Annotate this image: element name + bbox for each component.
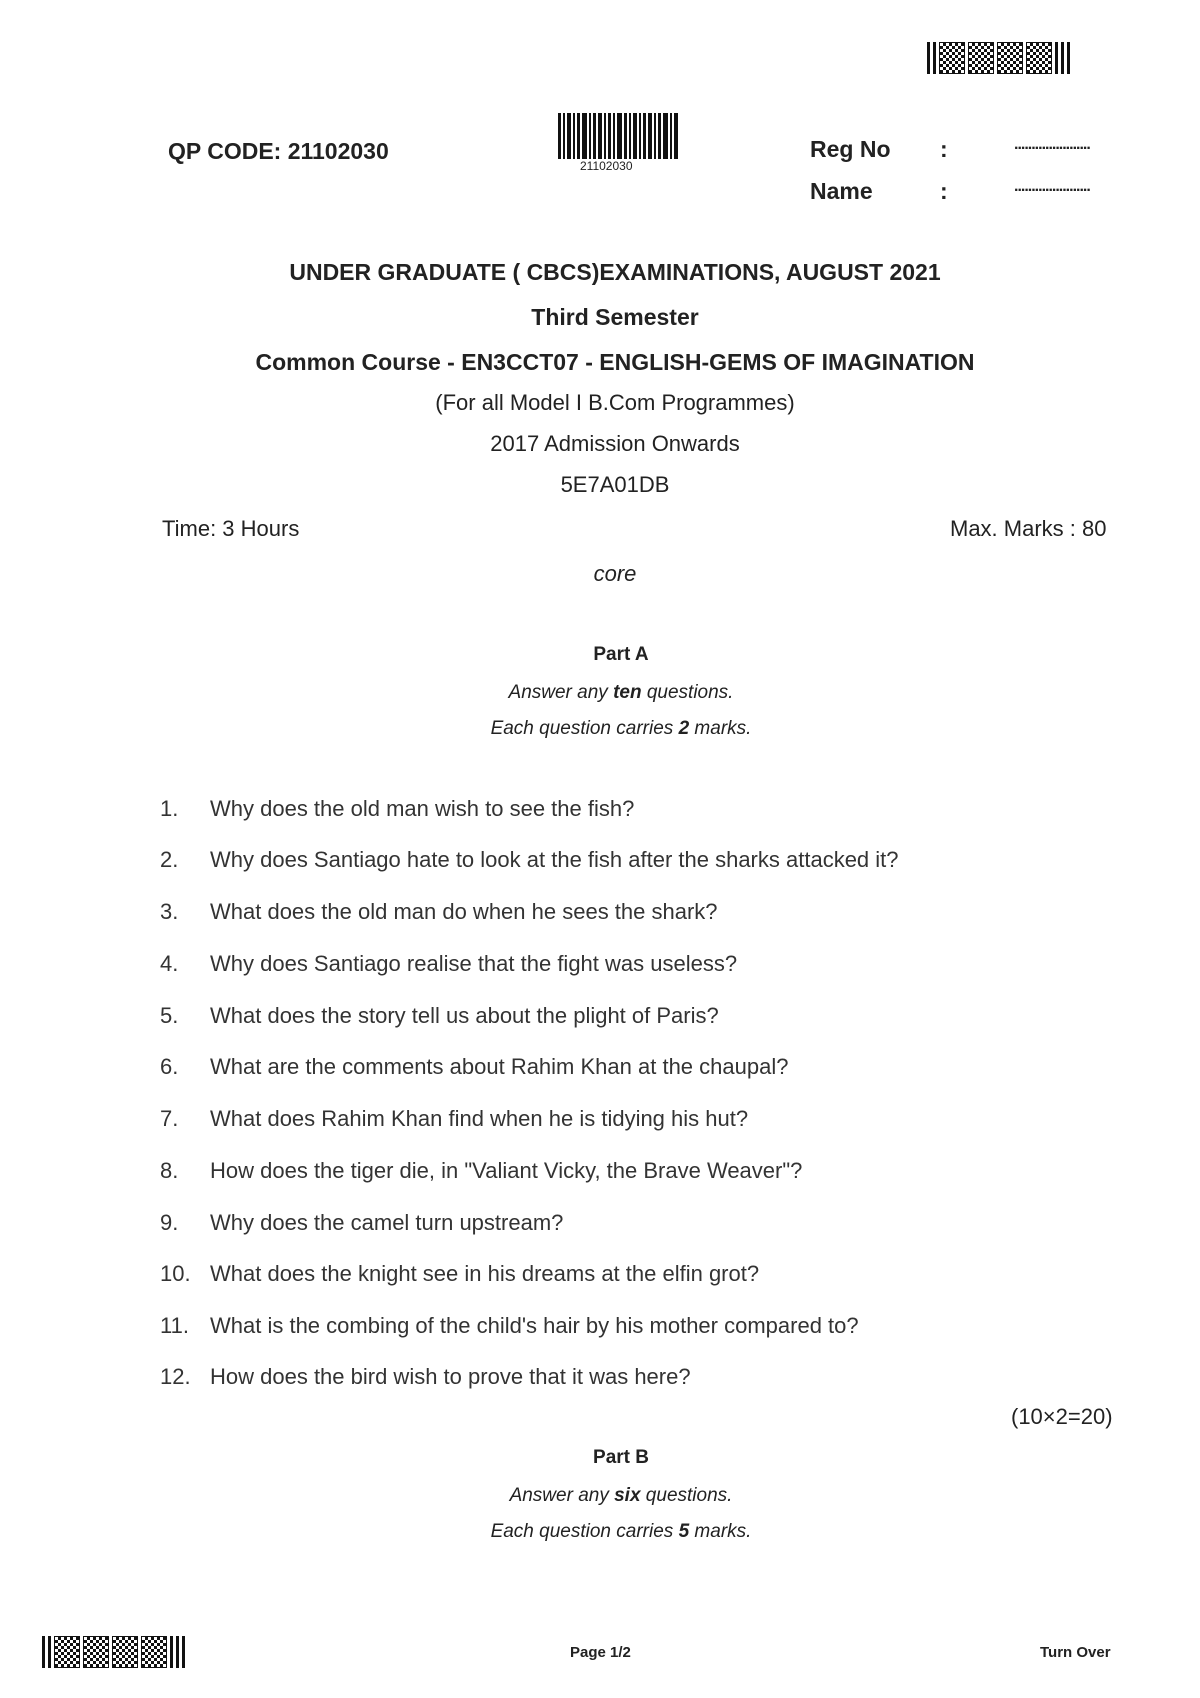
paper-code: 5E7A01DB <box>560 472 670 497</box>
question-text: What are the comments about Rahim Khan at the chaupal? <box>210 1054 789 1079</box>
name-field: ...................... <box>1014 178 1090 195</box>
question-number: 12. <box>160 1364 191 1389</box>
barcode-text: 21102030 <box>580 159 633 173</box>
part-a-marks-total: (10×2=20) <box>1011 1404 1113 1429</box>
part-b-instruction-2 <box>6 1521 1200 1543</box>
question-number: 9. <box>160 1210 179 1235</box>
part-a-instruction-2 <box>6 718 1200 740</box>
question-row <box>160 1261 759 1287</box>
question-text: What is the combing of the child's hair by his mother compared to? <box>210 1313 859 1338</box>
semester: Third Semester <box>531 304 699 330</box>
question-text: How does the tiger die, in "Valiant Vicky, the Brave Weaver"? <box>210 1158 803 1183</box>
part-b-instr1-post: questions. <box>640 1485 733 1506</box>
question-number: 3. <box>160 899 179 924</box>
part-a-instr2-bold: 2 <box>678 718 690 739</box>
qp-code: QP CODE: 21102030 <box>168 138 389 164</box>
admission: 2017 Admission Onwards <box>490 431 740 456</box>
part-b-instr1-bold: six <box>614 1485 641 1506</box>
question-row <box>160 1158 802 1184</box>
part-a-instr1-bold: ten <box>613 682 642 703</box>
question-number: 8. <box>160 1158 179 1183</box>
part-b-instr1-pre: Answer any <box>509 1485 615 1506</box>
turn-over: Turn Over <box>1040 1644 1111 1661</box>
part-b-instr2-post: marks. <box>689 1521 752 1542</box>
name-colon: : <box>940 178 948 204</box>
page-number: Page 1/2 <box>570 1644 631 1661</box>
top-right-code-strip <box>927 42 1073 74</box>
question-number: 4. <box>160 951 179 976</box>
question-text: What does the knight see in his dreams at the elfin grot? <box>210 1261 760 1286</box>
question-number: 5. <box>160 1003 179 1028</box>
qp-barcode <box>558 113 680 159</box>
part-a-instr1-pre: Answer any <box>508 682 614 703</box>
part-b-title: Part B <box>593 1447 649 1468</box>
question-row <box>160 951 737 977</box>
question-number: 10. <box>160 1261 191 1286</box>
question-number: 6. <box>160 1054 179 1079</box>
question-text: Why does Santiago hate to look at the fish after the sharks attacked it? <box>210 847 899 872</box>
reg-no-label: Reg No <box>810 136 891 162</box>
part-b-instr2-pre: Each question carries <box>490 1521 679 1542</box>
part-b-instruction-1 <box>6 1485 1200 1507</box>
question-row <box>160 1210 563 1236</box>
question-text: What does Rahim Khan find when he is tidying his hut? <box>210 1106 749 1131</box>
question-number: 11. <box>160 1313 189 1338</box>
question-text: How does the bird wish to prove that it was here? <box>210 1364 691 1389</box>
question-text: Why does the old man wish to see the fish? <box>210 796 635 821</box>
question-row <box>160 1003 719 1029</box>
reg-no-colon: : <box>940 136 948 162</box>
programme: (For all Model I B.Com Programmes) <box>435 390 795 415</box>
part-a-instruction-1 <box>6 682 1200 704</box>
question-row <box>160 1106 748 1132</box>
question-number: 7. <box>160 1106 179 1131</box>
question-number: 2. <box>160 847 179 872</box>
part-a-instr2-post: marks. <box>689 718 752 739</box>
question-text: Why does the camel turn upstream? <box>210 1210 564 1235</box>
question-text: What does the old man do when he sees the shark? <box>210 899 718 924</box>
course-title: Common Course - EN3CCT07 - ENGLISH-GEMS OF IMAGINATION <box>255 349 975 375</box>
question-number: 1. <box>160 796 179 821</box>
max-marks: Max. Marks : 80 <box>950 516 1107 541</box>
question-row <box>160 1364 691 1390</box>
question-row <box>160 847 899 873</box>
question-row <box>160 796 634 822</box>
part-a-instr2-pre: Each question carries <box>490 718 679 739</box>
reg-no-field: ...................... <box>1014 136 1090 153</box>
part-b-instr2-bold: 5 <box>678 1521 690 1542</box>
question-text: Why does Santiago realise that the fight was useless? <box>210 951 738 976</box>
bottom-left-code-strip <box>42 1636 188 1668</box>
part-a-instr1-post: questions. <box>641 682 734 703</box>
question-row <box>160 899 718 925</box>
category: core <box>593 561 637 586</box>
question-row <box>160 1313 859 1339</box>
time-duration: Time: 3 Hours <box>162 516 300 541</box>
question-text: What does the story tell us about the plight of Paris? <box>210 1003 719 1028</box>
name-label: Name <box>810 178 873 204</box>
question-row <box>160 1054 788 1080</box>
part-a-title: Part A <box>593 644 649 665</box>
exam-title: UNDER GRADUATE ( CBCS)EXAMINATIONS, AUGUST 2021 <box>289 259 941 285</box>
